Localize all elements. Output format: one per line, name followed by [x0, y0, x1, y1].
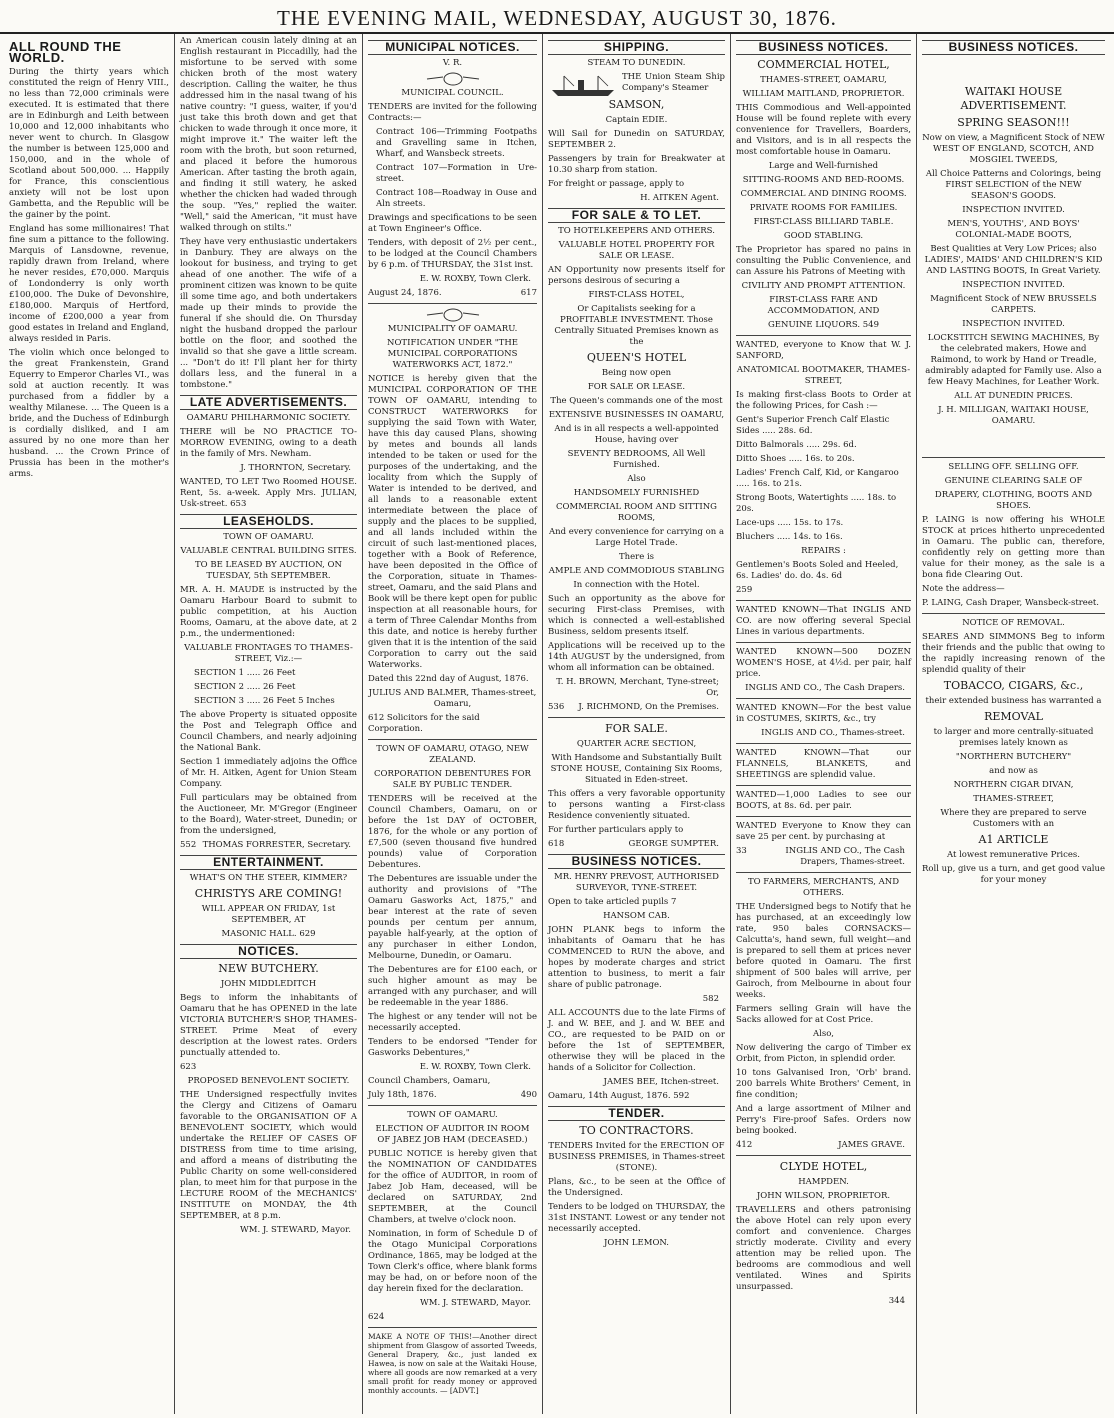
shipping-heading: SHIPPING. — [548, 40, 725, 55]
passengers: Passengers by train for Breakwater at 10.30 sharp from station. — [548, 154, 725, 175]
clyde-text: TRAVELLERS and others patronising the above Hotel can rely upon every comfort and convenience. Charges strictly moderate. Civility and every attention may be relied upon. The bedrooms are commodious and well ventilated. Wines and Spirits unsurpassed. — [736, 1205, 911, 1292]
lease-sig: 552 THOMAS FORRESTER, Secretary. — [180, 840, 351, 850]
dunedin-prices: ALL AT DUNEDIN PRICES. — [954, 391, 1073, 401]
freight: For freight or passage, apply to — [548, 179, 685, 189]
num-7: 7 — [671, 897, 677, 907]
price-6: Lace-ups ..... 15s. to 17s. — [736, 518, 844, 528]
municipal-heading: MUNICIPAL NOTICES. — [368, 40, 537, 55]
inspection-2: INSPECTION INVITED. — [962, 280, 1065, 290]
first-class-hotel: FIRST-CLASS HOTEL, — [588, 290, 685, 300]
tenders-lodged: Tenders to be lodged on THURSDAY, the 31st INSTANT. Lowest or any tender not necessarily accepted. — [548, 1202, 725, 1234]
clearing-sale: GENUINE CLEARING SALE OF — [944, 476, 1083, 486]
steward-sig: WM. J. STEWARD, Mayor. — [420, 1298, 531, 1308]
to-contractors: TO CONTRACTORS. — [579, 1124, 694, 1137]
num-412: 412 — [736, 1140, 753, 1150]
lease-num: 552 — [180, 840, 197, 850]
sumpter: 618 GEORGE SUMPTER. — [548, 839, 719, 849]
col1-body2: England has some millionaires! That fine sum a pittance to the following. Marquis of Lansdowne, revenue, rapidly drawn from Ireland, where he never resides, £70,000. Marquis of Londonderry is only worth £100,000. The Duke of Devonshire, £180,000. Marquis of Hertford, income of £200,000 a year from good estates in Ireland and England, always resided in Paris. — [9, 224, 169, 344]
note-address: Note the address— — [922, 584, 1005, 594]
waterworks-text: NOTICE is hereby given that the MUNICIPAL CORPORATION OF THE TOWN OF OAMARU, intending to CONSTRUCT WATERWORKS for supplying the said Town with Water, have this day caused Plans, showing by metes and bounds all lands intended to be taken or used for the purposes of the undertaking, and the locality from which the Supply of Water is intended to be derived, and all lands to a reasonable extent intermediate between the place of supply and the places to be supplied, and all lands included within the circuit of such last-mentioned places, together with a Book of Reference, have been deposited in the Office of the Corporation, situate in Thames-street, Oamaru, and the said Plans and Book will be there kept open for public inspection at all reasonable hours, for a term of Three Calendar Months from this date, and notice is hereby further given that it is the intention of the said Corporation to carry out the said Waterworks. — [368, 374, 537, 670]
wanted-2: WANTED KNOWN—500 DOZEN WOMEN'S HOSE, at 4½d. per pair, half price. — [736, 647, 911, 679]
repairs-text: Gentlemen's Boots Soled and Heeled, 6s. Ladies' do. do. 4s. 6d — [736, 560, 899, 581]
mc-title: MUNICIPAL COUNCIL. — [401, 88, 504, 98]
muni2-title: MUNICIPALITY OF OAMARU. — [387, 324, 518, 334]
hotelkeepers: TO HOTELKEEPERS AND OTHERS. — [558, 226, 715, 236]
large-furnished: Large and Well-furnished — [768, 161, 879, 171]
royal-crest-icon-2 — [423, 308, 483, 322]
tender-heading: TENDER. — [548, 1106, 725, 1121]
num-624: 624 — [368, 1312, 385, 1322]
now-as: and now as — [989, 766, 1038, 776]
butchery-text: Begs to inform the inhabitants of Oamaru that he has OPENED in the late VICTORIA BUTCHER'S SHOP, THAMES-STREET. Prime Meat of every description at the lowest rates. Orders punctually attended to. — [180, 993, 357, 1058]
maitland: WILLIAM MAITLAND, PROPRIETOR. — [742, 89, 905, 99]
seares-simmons: SEARES AND SIMMONS Beg to inform their friends and the public that owing to the rapidly increasing renown of the splendid quality of their — [922, 632, 1105, 675]
sanford-title: WANTED, everyone to Know that W. J. SANFORD, — [736, 340, 911, 361]
wanted-5: WANTED—1,000 Ladies to see our BOOTS, at 8s. 6d. per pair. — [736, 790, 911, 811]
tobacco: TOBACCO, CIGARS, &c., — [943, 679, 1084, 692]
steamship-icon — [548, 72, 618, 98]
business-notices-heading-6: BUSINESS NOTICES. — [922, 40, 1105, 55]
leaseholds-heading: LEASEHOLDS. — [180, 514, 357, 529]
pupils: Open to take articled pupils 7 — [548, 897, 677, 907]
council-chambers: Council Chambers, Oamaru, — [368, 1076, 491, 1086]
julius-balmer: JULIUS AND BALMER, Thames-street, Oamaru, — [368, 688, 537, 709]
favorable-opportunity: This offers a very favorable opportunity to persons wanting a First-class Residence conveniently situated. — [548, 789, 725, 821]
also: Also — [627, 474, 646, 484]
column-3 — [362, 34, 542, 1414]
ent-hall: MASONIC HALL. 629 — [221, 929, 316, 939]
late-ads-heading: LATE ADVERTISEMENTS. — [180, 395, 357, 410]
queens-hotel: QUEEN'S HOTEL — [586, 351, 687, 364]
repairs: REPAIRS : — [801, 546, 846, 556]
richmond: 536 J. RICHMOND, On the Premises. — [548, 702, 719, 712]
larger-premises: to larger and more centrally-situated premises lately known as — [933, 727, 1094, 748]
num-344: 344 — [888, 1296, 905, 1306]
roxby-sig: E. W. ROXBY, Town Clerk. — [419, 274, 531, 284]
notice-of-removal: NOTICE OF REMOVAL. — [962, 618, 1065, 628]
fare: FIRST-CLASS FARE AND ACCOMMODATION, AND — [767, 295, 880, 316]
every-convenience: And every convenience for carrying on a Large Hotel Trade. — [548, 527, 725, 548]
seventy-bedrooms: SEVENTY BEDROOMS, All Well Furnished. — [567, 449, 706, 470]
aitken: H. AITKEN Agent. — [640, 193, 719, 203]
prevost: MR. HENRY PREVOST, AUTHORISED SURVEYOR, TYNE-STREET. — [554, 872, 719, 893]
selling-off: SELLING OFF. SELLING OFF. — [948, 462, 1079, 472]
tenders-invited: TENDERS Invited for the ERECTION OF BUSINESS PREMISES, in Thames-street (STONE). — [548, 1141, 725, 1173]
patterns: All Choice Patterns and Colorings, being FIRST SELECTION of the NEW SEASON'S GOODS. — [925, 169, 1102, 201]
ent-question: WHAT'S ON THE STEER, KIMMER? — [189, 873, 348, 883]
num-536: 536 — [548, 702, 565, 712]
vr-mark: V. R. — [442, 58, 463, 68]
for-sale-title: FOR SALE. — [605, 722, 668, 735]
stone-house: With Handsome and Substantially Built STONE HOUSE, Containing Six Rooms, Situated in Eden-street. — [550, 753, 723, 785]
column-2 — [174, 34, 362, 1414]
town-otago: TOWN OF OAMARU, OTAGO, NEW ZEALAND. — [376, 744, 529, 765]
ch-text: THIS Commodious and Well-appointed House will be found replete with every convenience for Travellers, Boarders, and Visitors, and is in all respects the most comfortable house in Oamaru. — [736, 103, 911, 157]
cigar-divan: NORTHERN CIGAR DIVAN, — [953, 780, 1074, 790]
accounts: ALL ACCOUNTS due to the late Firms of J. and W. BEE, and J. and W. BEE and CO., are requested to be PAID on or before the 1st of SEPTEMBER, otherwise they will be placed in the hands of a Solicitor for Collection. — [548, 1008, 725, 1073]
commercial-hotel: COMMERCIAL HOTEL, — [757, 58, 890, 71]
plank-text: JOHN PLANK begs to inform the inhabitants of Oamaru that he has COMMENCED to RUN the above, and hopes by moderate charges and strict attention to business, to merit a fair share of public patronage. — [548, 925, 725, 990]
removal: REMOVAL — [984, 710, 1043, 723]
date-2: July 18th, 1876. 490 — [368, 1090, 537, 1100]
grave-also: Also, — [812, 1029, 835, 1039]
inglis-2: INGLIS AND CO., Thames-street. — [761, 728, 905, 738]
inglis-3: 33 INGLIS AND CO., The Cash Drapers, Thames-street. — [736, 846, 905, 867]
num-33: 33 — [736, 846, 747, 856]
election-text2: Nomination, in form of Schedule D of the Otago Municipal Corporations Ordinance, 1865, may be lodged at the Town Clerk's office, where blank forms may be had, on or before noon of the day herein fixed for the declaration. — [368, 1229, 537, 1294]
to-let-num: 653 — [230, 499, 247, 509]
colonial-boots: MEN'S, YOUTHS', AND BOYS' COLONIAL-MADE BOOTS, — [947, 219, 1080, 240]
date-1: August 24, 1876. 617 — [368, 288, 537, 298]
wanted-3: WANTED KNOWN—For the best value in COSTUMES, SKIRTS, &c., try — [736, 703, 911, 724]
prepared: Where they are prepared to serve Customers with an — [940, 808, 1087, 829]
num-259: 259 — [736, 585, 753, 595]
ch-text2: The Proprietor has spared no pains in consulting the Public Convenience, and can Assure his Patrons of Meeting with — [736, 245, 911, 277]
rooms-3: PRIVATE ROOMS FOR FAMILIES. — [749, 203, 898, 213]
make-a-note: MAKE A NOTE OF THIS!—Another direct shipment from Glasgow of assorted Tweeds, General Drapery, &c., just landed ex Hawea, is now on sale at the Waitaki House, where all goods are now remarked at a very small profit for ready money or approved monthly accounts. — [ADVT.] — [368, 1332, 537, 1395]
captain: Captain EDIE. — [605, 115, 668, 125]
town2-title: TOWN OF OAMARU. — [407, 1110, 498, 1120]
danbury-story: They have very enthusiastic undertakers in Danbury. They are always on the lookout for business, and trying to get ahead of one another. The wife of a prominent citizen was known to be quite ill some time ago, and both undertakers made up their minds to provide the funeral if she should die. On Thursday night the husband dropped the parlour bottle on the floor, and soothed the invalid so that she gave a little scream. ... "Don't do it! I'll plant her for thirty dollars less, and the funeral in a tombstone." — [180, 237, 357, 390]
num-582: 582 — [702, 994, 719, 1004]
for-sale-heading: FOR SALE & TO LET. — [548, 208, 725, 223]
lemon: JOHN LEMON. — [603, 1238, 670, 1248]
american-story: An American cousin lately dining at an English restaurant in Piccadilly, had the misfortune to be served with some chicken broth of the most watery description. Calling the waiter, he thus addressed him in the nasal twang of his native country: "I guess, waiter, if you'd just take this broth down and get that chicken to wade through it once more, it might improve it." The waiter left the room with the broth, but soon returned, and placed it before the humorous American. After tasting the broth again, and finding it still watery, he asked whether the chicken had waded through the soup. "Yes," replied the waiter. "Well," said the American, "it must have walked through on stilts." — [180, 36, 357, 233]
ch-street: THAMES-STREET, OAMARU, — [760, 75, 887, 85]
iron: 10 tons Galvanised Iron, 'Orb' brand. 200 barrels White Brothers' Cement, in fine condition; — [736, 1068, 911, 1100]
price-4: Ladies' French Calf, Kid, or Kangaroo ..... 16s. to 21s. — [736, 468, 899, 489]
steam-title: STEAM TO DUNEDIN. — [587, 58, 686, 68]
commercial-room: COMMERCIAL ROOM AND SITTING ROOMS, — [556, 502, 717, 523]
ent-appear: WILL APPEAR ON FRIDAY, 1st SEPTEMBER, AT — [201, 904, 336, 925]
best-qualities: Best Qualities at Very Low Prices; also LADIES', MAIDS' AND CHILDREN'S KID AND LASTING BOOTS, In Great Variety. — [924, 244, 1103, 276]
a1-article: A1 ARTICLE — [978, 833, 1049, 846]
price-2: Ditto Balmorals ..... 29s. 6d. — [736, 440, 857, 450]
inspection-3: INSPECTION INVITED. — [962, 319, 1065, 329]
corp-text: TENDERS will be received at the Council Chambers, Oamaru, on or before the 1st DAY of OCTOBER, 1876, for the whole or any portion of £7,500 (seven thousand five hundred pounds) value of Corporation Debentures. — [368, 794, 537, 870]
price-3: Ditto Shoes ..... 16s. to 20s. — [736, 454, 855, 464]
price-7: Bluchers ..... 14s. to 16s. — [736, 532, 843, 542]
philharmonic-sig: J. THORNTON, Secretary. — [240, 463, 351, 473]
billiard: FIRST-CLASS BILLIARD TABLE. — [753, 217, 894, 227]
lease-title: TOWN OF OAMARU. — [223, 532, 314, 542]
num-490: 490 — [520, 1090, 537, 1100]
num-617: 617 — [520, 288, 537, 298]
handsomely: HANDSOMELY FURNISHED — [573, 488, 700, 498]
benevolent-title: PROPOSED BENEVOLENT SOCIETY. — [187, 1076, 350, 1086]
thames-street: THAMES-STREET, — [973, 794, 1054, 804]
steam-text: THE Union Steam Ship Company's Steamer — [622, 72, 725, 93]
bee: JAMES BEE, Itchen-street. — [603, 1077, 719, 1087]
philharmonic-title: OAMARU PHILHARMONIC SOCIETY. — [186, 413, 351, 423]
benevolent-text: THE Undersigned respectfully invites the Clergy and Citizens of Oamaru favorable to the ORGANISATION OF A BENEVOLENT SOCIETY, which would undertake the RELIEF OF CASES OF DISTRESS from time to time arising, and afford a means of distributing the Public Charity on some well-considered plan, to meet him for that purpose in the LECTURE ROOM of the MECHANICS' INSTITUTE on MONDAY, the 4th SEPTEMBER, at 8 p.m. — [180, 1090, 357, 1221]
hotel-property: VALUABLE HOTEL PROPERTY FOR SALE OR LEASE. — [558, 240, 715, 261]
laing-sig: P. LAING, Cash Draper, Wansbeck-street. — [922, 598, 1099, 608]
sewing-machines: LOCKSTITCH SEWING MACHINES, By the celebrated makers, Howe and Raimond, to work by Hand or Treadle, admirably adapted for Family use. Also a few Heavy Machines, for Leather Work. — [925, 333, 1102, 387]
spring-season: SPRING SEASON!!! — [957, 116, 1070, 129]
num-549: 549 — [862, 320, 879, 330]
butchery-name: JOHN MIDDLEDITCH — [220, 979, 317, 989]
samson: SAMSON, — [608, 98, 665, 111]
solicitors: 612 Solicitors for the said Corporation. — [368, 713, 480, 734]
in-connection: In connection with the Hotel. — [573, 580, 700, 590]
grave: 412 JAMES GRAVE. — [736, 1140, 905, 1150]
applications: Applications will be received up to the 14th AUGUST by the undersigned, from whom all information can be obtained. — [548, 641, 725, 673]
extensive: EXTENSIVE BUSINESSES IN OAMARU, — [548, 410, 725, 420]
columns — [4, 34, 1110, 1414]
masthead: THE EVENING MAIL, WEDNESDAY, AUGUST 30, 1876. — [0, 6, 1114, 34]
roxby-sig-2: E. W. ROXBY, Town Clerk. — [419, 1062, 531, 1072]
ent-num: 629 — [299, 929, 316, 939]
lowest-prices: At lowest remunerative Prices. — [946, 850, 1081, 860]
lease-frontages: VALUABLE FRONTAGES TO THAMES-STREET, Viz.:— — [184, 643, 353, 664]
lease-text3: Section 1 immediately adjoins the Office of Mr. H. Aitken, Agent for Union Steam Company. — [180, 757, 357, 789]
ent-title: CHRISTYS ARE COMING! — [194, 887, 343, 900]
num-618: 618 — [548, 839, 565, 849]
lease-text2: The above Property is situated opposite the Post and Telegraph Office and Council Chambers, and nearly adjoining the National Bank. — [180, 710, 357, 753]
lease-sub: VALUABLE CENTRAL BUILDING SITES. — [180, 546, 357, 556]
lease-text: MR. A. H. MAUDE is instructed by the Oamaru Harbour Board to submit to public competition, at his Auction Rooms, Oamaru, at the above date, at 2 p.m., the undermentioned: — [180, 585, 357, 639]
business-notices-heading-5: BUSINESS NOTICES. — [736, 40, 911, 55]
opportunity: AN Opportunity now presents itself for persons desirous of securing a — [548, 265, 725, 286]
inspection-1: INSPECTION INVITED. — [962, 205, 1065, 215]
well-appointed: And is in all respects a well-appointed House, having over — [554, 424, 719, 445]
corp-title: CORPORATION DEBENTURES FOR SALE BY PUBLIC TENDER. — [374, 769, 531, 790]
sanford-sub: ANATOMICAL BOOTMAKER, THAMES-STREET, — [736, 365, 911, 386]
farmers: TO FARMERS, MERCHANTS, AND OTHERS. — [747, 877, 900, 898]
num-592: 592 — [673, 1091, 690, 1101]
price-1: Gent's Superior French Calf Elastic Sides ..... 28s. 6d. — [736, 415, 890, 436]
butchery-title: NEW BUTCHERY. — [218, 962, 319, 975]
contract-106: Contract 106—Trimming Footpaths and Gravelling same in Itchen, Wharf, and Wansbeck streets. — [376, 127, 537, 159]
being-open: Being now open — [601, 368, 672, 378]
business-notices-heading-4: BUSINESS NOTICES. — [548, 854, 725, 869]
wanted-1: WANTED KNOWN—That INGLIS AND CO. are now offering several Special Lines in various departments. — [736, 605, 911, 637]
laing-text: P. LAING is now offering his WHOLE STOCK at prices hitherto unprecedented in Oamaru. The public can, therefore, confidently rely on getting more than value for their money, as the sale is a bona fide Clearing Out. — [922, 515, 1105, 580]
civility: CIVILITY AND PROMPT ATTENTION. — [741, 281, 906, 291]
there-is: There is — [618, 552, 655, 562]
sale-or-lease: FOR SALE OR LEASE. — [587, 382, 686, 392]
ample-stabling: AMPLE AND COMMODIOUS STABLING — [548, 566, 725, 576]
column-4 — [542, 34, 730, 1414]
lease-text4: Full particulars may be obtained from the Auctioneer, Mr. M'Gregor (Engineer to the Board), Water-street, Dunedin; or from the undersigned, — [180, 793, 357, 836]
brown: T. H. BROWN, Merchant, Tyne-street; Or, — [556, 677, 719, 698]
wanted-4: WANTED KNOWN—That our FLANNELS, BLANKETS, and SHEETINGS are splendid value. — [736, 748, 911, 780]
safes: And a large assortment of Milner and Perry's Fire-proof Safes. Orders now being booked. — [736, 1104, 911, 1136]
capitalists: Or Capitalists seeking for a PROFITABLE INVESTMENT. Those Centrally Situated Premises known as the — [554, 304, 719, 347]
column-5 — [730, 34, 916, 1414]
all-round-heading: ALL ROUND THE WORLD. — [9, 39, 122, 65]
section-2: SECTION 2 ..... 26 Feet — [194, 682, 296, 692]
corp-text5: Tenders to be endorsed "Tender for Gasworks Debentures," — [368, 1037, 537, 1058]
wanted-6: WANTED Everyone to Know they can save 25 per cent. by purchasing at — [736, 821, 911, 842]
election-title: ELECTION OF AUDITOR IN ROOM OF JABEZ JOB HAM (DECEASED.) — [375, 1124, 530, 1145]
carpets: Magnificent Stock of NEW BRUSSELS CARPETS. — [930, 294, 1097, 315]
wilson: JOHN WILSON, PROPRIETOR. — [756, 1191, 891, 1201]
section-3: SECTION 3 ..... 26 Feet 5 Inches — [194, 696, 335, 706]
further-particulars: For further particulars apply to — [548, 825, 684, 835]
tenders-text: TENDERS are invited for the following Contracts:— — [368, 102, 537, 123]
now-on-view: Now on view, a Magnificent Stock of NEW WEST OF ENGLAND, SCOTCH, AND MOSGIEL TWEEDS, — [922, 133, 1105, 165]
entertainment-heading: ENTERTAINMENT. — [180, 855, 357, 870]
inglis-1: INGLIS AND CO., The Cash Drapers. — [745, 683, 905, 693]
clyde-hotel: CLYDE HOTEL, — [779, 1160, 868, 1173]
column-1 — [4, 34, 174, 1414]
roll-up: Roll up, give us a turn, and get good value for your money — [922, 864, 1105, 885]
hampden: HAMPDEN. — [798, 1177, 849, 1187]
drawings: Drawings and specifications to be seen at Town Engineer's Office. — [368, 213, 537, 234]
corp-text4: The highest or any tender will not be necessarily accepted. — [368, 1012, 537, 1033]
quarter-acre: QUARTER ACRE SECTION, — [576, 739, 697, 749]
such-opportunity: Such an opportunity as the above for securing First-class Premises, with which is connected a well-established Business, seldom presents itself. — [548, 594, 725, 637]
milligan: J. H. MILLIGAN, WAITAKI HOUSE, OAMARU. — [938, 405, 1089, 426]
philharmonic-text: THERE will be NO PRACTICE TO-MORROW EVENING, owing to a death in the family of Mrs. Newham. — [180, 427, 357, 459]
notices-heading: NOTICES. — [180, 944, 357, 959]
corp-text3: The Debentures are for £100 each, or such higher amount as may be arranged with any purchaser, and will be redeemable in the year 1886. — [368, 965, 537, 1008]
sacks: Farmers selling Grain will have the Sacks allowed for at Cost Price. — [736, 1004, 911, 1025]
sail: Will Sail for Dunedin on SATURDAY, SEPTEMBER 2. — [548, 129, 725, 150]
benevolent-sig: WM. J. STEWARD, Mayor. — [240, 1225, 351, 1235]
extended-business: their extended business has warranted a — [925, 696, 1102, 706]
section-1: SECTION 1 ..... 26 Feet — [194, 668, 296, 678]
column-6 — [916, 34, 1110, 1414]
grave-text: THE Undersigned begs to Notify that he has purchased, at an exceedingly low rate, 950 bales CORNSACKS—Calcutta's, hand sewn, full weight—and is prepared to sell them at prices never before quoted in Oamaru. The first shipment of 500 bales will arrive, per Gairoch, from Melbourne in about four weeks. — [736, 902, 911, 1000]
timber: Now delivering the cargo of Timber ex Orbit, from Picton, in splendid order. — [736, 1043, 911, 1064]
col1-body3: The violin which once belonged to the great Frankenstein, Grand Equerry to Emperor Charles VI., was sold at auction recently. It was purchased from a fiddler by a wealthy Milanese. ... The Queen is a bride, and the Duchess of Edinburgh is cordially disliked, and I am assured by no one more than her husband. ... the Crown Prince of Prussia has been in the mother's arms. — [9, 348, 169, 479]
plans: Plans, &c., to be seen at the Office of the Undersigned. — [548, 1177, 725, 1198]
contract-108: Contract 108—Roadway in Ouse and Aln streets. — [376, 188, 537, 209]
queens-commands: The Queen's commands one of the most — [550, 396, 723, 406]
good-stabling: GOOD STABLING. — [783, 231, 864, 241]
rooms-1: SITTING-ROOMS AND BED-ROOMS. — [742, 175, 905, 185]
hansom-cab: HANSOM CAB. — [603, 911, 670, 921]
col1-body: During the thirty years which constituted the reign of Henry VIII., no less than 72,000 criminals were executed. It is estimated that there are in Edinburgh and Leith between 10,000 and 12,000 inhabitants who never went to church. In Glasgow the number is between 125,000 and 150,000, and in the whole of Scotland about 500,000. ... Happily for France, this conscientious anxiety will not be lost upon Gambetta, and the Republic will be the gainer by the point. — [9, 67, 169, 220]
sanford-text: Is making first-class Boots to Order at the following Prices, for Cash :— — [736, 390, 911, 411]
rooms-2: COMMERCIAL AND DINING ROOMS. — [740, 189, 907, 199]
royal-crest-icon — [423, 72, 483, 86]
price-5: Strong Boots, Watertights ..... 18s. to 20s. — [736, 493, 897, 514]
election-text: PUBLIC NOTICE is hereby given that the NOMINATION OF CANDIDATES for the office of AUDITOR, in room of Jabez Job Ham, deceased, will be declared on SATURDAY, 2nd SEPTEMBER, at the Council Chambers, at twelve o'clock noon. — [368, 1149, 537, 1225]
butchery-num: 623 — [180, 1062, 197, 1072]
contract-107: Contract 107—Formation in Ure-street. — [376, 163, 537, 184]
to-let-ad: WANTED, TO LET Two Roomed HOUSE. Rent, 5s. a-week. Apply Mrs. JULIAN, Usk-street. 653 — [180, 477, 357, 509]
waterworks-title: NOTIFICATION UNDER "THE MUNICIPAL CORPORATIONS WATERWORKS ACT, 1872." — [387, 338, 518, 370]
lease-auction: TO BE LEASED BY AUCTION, ON TUESDAY, 5th SEPTEMBER. — [195, 560, 342, 581]
liquors: GENUINE LIQUORS. 549 — [768, 320, 879, 330]
bee-date: Oamaru, 14th August, 1876. 592 — [548, 1091, 690, 1101]
tenders-deposit: Tenders, with deposit of 2½ per cent., to be lodged at the Council Chambers by 6 p.m. of THURSDAY, the 31st inst. — [368, 238, 537, 270]
northern-butchery: "NORTHERN BUTCHERY" — [955, 752, 1072, 762]
waitaki-title: WAITAKI HOUSE ADVERTISEMENT. — [960, 85, 1067, 112]
corp-text2: The Debentures are issuable under the authority and provisions of "The Oamaru Gasworks Act, 1875," and bear interest at the rate of seven pounds per centum per annum, payable half-yearly, at the option of any purchaser in either London, Melbourne, Dunedin, or Oamaru. — [368, 874, 537, 961]
drapery: DRAPERY, CLOTHING, BOOTS AND SHOES. — [934, 490, 1093, 511]
waterworks-dated: Dated this 22nd day of August, 1876. — [368, 674, 529, 684]
